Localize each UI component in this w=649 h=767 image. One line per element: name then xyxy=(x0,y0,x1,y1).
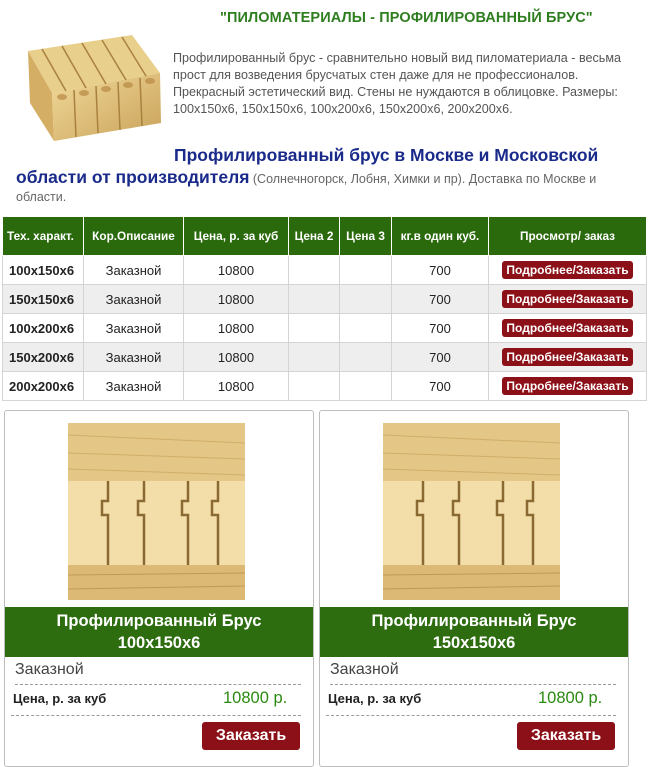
price-value: 10800 р. xyxy=(223,689,288,707)
price-cell: 10800 xyxy=(184,314,289,343)
price-label: Цена, р. за куб xyxy=(13,691,107,706)
price2-cell xyxy=(289,343,340,372)
product-card xyxy=(319,410,629,767)
details-order-button[interactable]: Подробнее/Заказать xyxy=(502,319,632,337)
product-title-line-1: Профилированный Брус xyxy=(56,612,262,630)
details-order-button[interactable]: Подробнее/Заказать xyxy=(502,290,632,308)
weight-cell: 700 xyxy=(392,372,489,401)
price-row xyxy=(11,687,301,716)
headline-line-1: Профилированный брус в Москве и Московской xyxy=(174,145,599,165)
weight-cell: 700 xyxy=(392,343,489,372)
product-title-line-2: 100x150x6 xyxy=(117,634,201,652)
page-title: "ПИЛОМАТЕРИАЛЫ - ПРОФИЛИРОВАННЫЙ БРУС" xyxy=(220,10,593,26)
price3-cell xyxy=(340,372,392,401)
price-table xyxy=(2,216,647,401)
description-cell: Заказной xyxy=(84,314,184,343)
column-header: кг.в один куб. xyxy=(392,217,489,256)
price3-cell xyxy=(340,256,392,285)
description-cell: Заказной xyxy=(84,372,184,401)
table-row xyxy=(3,372,647,401)
headline-line-2: области от производителя xyxy=(16,167,250,187)
order-button[interactable]: Заказать xyxy=(517,722,615,750)
price2-cell xyxy=(289,372,340,401)
intro-text: Профилированный брус - сравнительно новый вид пиломатериала - весьма прост для возведения брусчатых стен даже для не профессионалов. Прекрасный эстетический вид. Стены не нуждаются в облицовке. Размеры: 100x150x6, 150x150x6, 100x200x6, 150x200x6, 200x200x6. xyxy=(173,51,622,116)
price-cell: 10800 xyxy=(184,285,289,314)
table-header-row xyxy=(3,217,647,256)
price-row xyxy=(326,687,616,716)
price2-cell xyxy=(289,314,340,343)
action-cell xyxy=(489,314,647,343)
column-header: Цена, р. за куб xyxy=(184,217,289,256)
price3-cell xyxy=(340,314,392,343)
availability-label: Заказной xyxy=(15,661,301,685)
price-label: Цена, р. за куб xyxy=(328,691,422,706)
description-cell: Заказной xyxy=(84,256,184,285)
table-row xyxy=(3,285,647,314)
column-header: Просмотр/ заказ xyxy=(489,217,647,256)
price2-cell xyxy=(289,285,340,314)
details-order-button[interactable]: Подробнее/Заказать xyxy=(502,348,632,366)
weight-cell: 700 xyxy=(392,285,489,314)
product-title-line-2: 150x150x6 xyxy=(432,634,516,652)
timber-beam-image[interactable] xyxy=(68,423,245,600)
table-row xyxy=(3,314,647,343)
action-cell xyxy=(489,343,647,372)
details-order-button[interactable]: Подробнее/Заказать xyxy=(502,261,632,279)
price-cell: 10800 xyxy=(184,343,289,372)
column-header: Кор.Описание xyxy=(84,217,184,256)
timber-stack-image xyxy=(22,33,163,144)
description-cell: Заказной xyxy=(84,285,184,314)
product-title-line-1: Профилированный Брус xyxy=(371,612,577,630)
action-cell xyxy=(489,372,647,401)
column-header: Цена 3 xyxy=(340,217,392,256)
price-cell: 10800 xyxy=(184,372,289,401)
price-value: 10800 р. xyxy=(538,689,603,707)
action-cell xyxy=(489,285,647,314)
table-row xyxy=(3,256,647,285)
price3-cell xyxy=(340,285,392,314)
column-header: Тех. характ. xyxy=(3,217,84,256)
headline xyxy=(16,144,636,206)
size-cell: 100x200x6 xyxy=(3,314,84,343)
description-cell: Заказной xyxy=(84,343,184,372)
product-card xyxy=(4,410,314,767)
size-cell: 150x200x6 xyxy=(3,343,84,372)
column-header: Цена 2 xyxy=(289,217,340,256)
headline-note: (Солнечногорск, Лобня, Химки и пр). Доставка по Москве и области. xyxy=(16,172,597,204)
timber-beam-image[interactable] xyxy=(383,423,560,600)
product-title[interactable] xyxy=(320,607,628,657)
table-row xyxy=(3,343,647,372)
product-title[interactable] xyxy=(5,607,313,657)
size-cell: 150x150x6 xyxy=(3,285,84,314)
action-cell xyxy=(489,256,647,285)
price-cell: 10800 xyxy=(184,256,289,285)
availability-label: Заказной xyxy=(330,661,616,685)
weight-cell: 700 xyxy=(392,256,489,285)
order-button[interactable]: Заказать xyxy=(202,722,300,750)
price2-cell xyxy=(289,256,340,285)
details-order-button[interactable]: Подробнее/Заказать xyxy=(502,377,632,395)
size-cell: 100x150x6 xyxy=(3,256,84,285)
size-cell: 200x200x6 xyxy=(3,372,84,401)
weight-cell: 700 xyxy=(392,314,489,343)
price3-cell xyxy=(340,343,392,372)
